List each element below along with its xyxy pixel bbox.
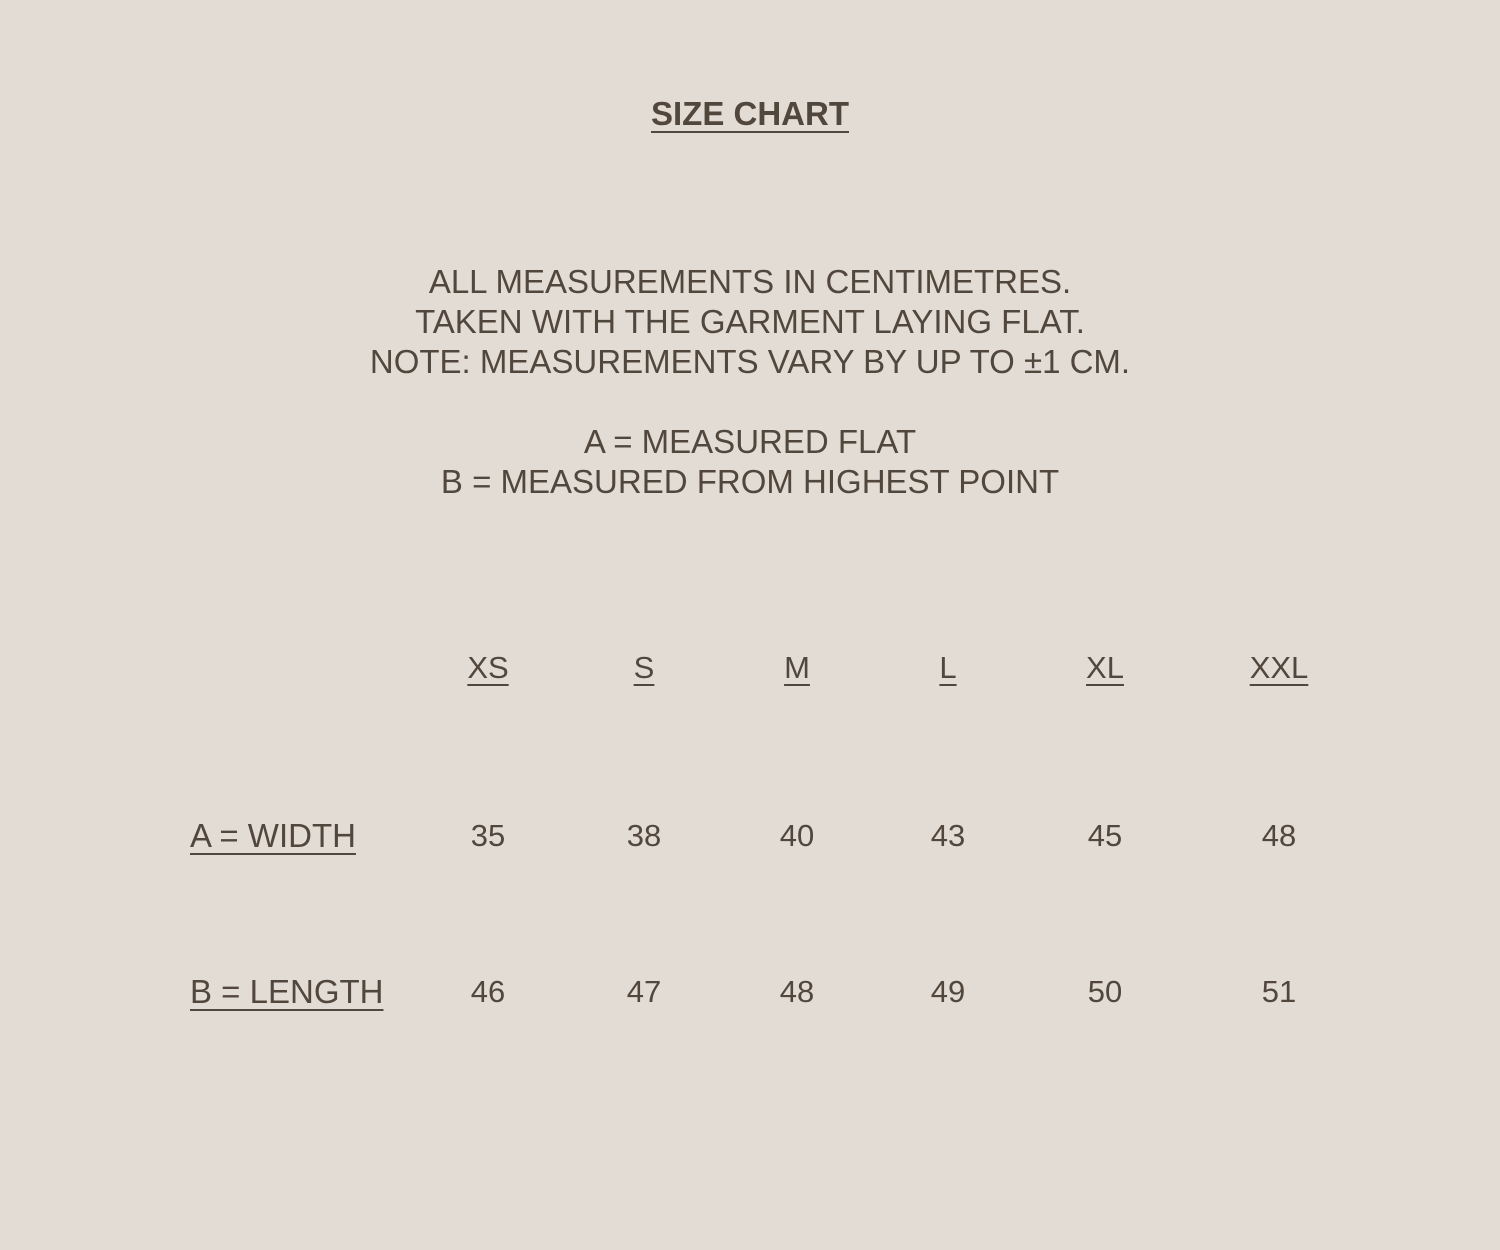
note-line-b-definition: B = MEASURED FROM HIGHEST POINT <box>440 463 1060 500</box>
length-value-xl: 50 <box>1087 974 1123 1009</box>
measurement-notes <box>0 262 1500 502</box>
size-label: L <box>939 650 957 685</box>
size-header-xl <box>1025 648 1185 688</box>
row-label-width: A = WIDTH <box>190 817 356 854</box>
size-header-m <box>717 648 877 688</box>
note-line-a-definition: A = MEASURED FLAT <box>583 423 917 460</box>
width-value-xs: 35 <box>470 818 506 853</box>
width-value-xxl: 48 <box>1261 818 1297 853</box>
row-label-length: B = LENGTH <box>190 973 384 1010</box>
length-value-m: 48 <box>779 974 815 1009</box>
width-value-s: 38 <box>626 818 662 853</box>
size-header-l <box>868 648 1028 688</box>
width-value-xl: 45 <box>1087 818 1123 853</box>
note-line-units: ALL MEASUREMENTS IN CENTIMETRES. <box>428 263 1072 300</box>
size-label: XS <box>467 650 509 685</box>
length-value-xxl: 51 <box>1261 974 1297 1009</box>
note-line-tolerance: NOTE: MEASUREMENTS VARY BY UP TO ±1 CM. <box>369 343 1131 380</box>
page-title: SIZE CHART <box>651 95 849 132</box>
size-label: XL <box>1086 650 1124 685</box>
length-value-l: 49 <box>930 974 966 1009</box>
size-chart-title <box>0 94 1500 134</box>
size-label: M <box>784 650 810 685</box>
note-spacer <box>0 382 1500 422</box>
size-header-xs <box>408 648 568 688</box>
note-line-method: TAKEN WITH THE GARMENT LAYING FLAT. <box>415 303 1085 340</box>
width-value-m: 40 <box>779 818 815 853</box>
size-label: XXL <box>1249 650 1309 685</box>
length-value-xs: 46 <box>470 974 506 1009</box>
width-value-l: 43 <box>930 818 966 853</box>
size-label: S <box>633 650 655 685</box>
size-header-xxl <box>1199 648 1359 688</box>
size-header-s <box>564 648 724 688</box>
length-value-s: 47 <box>626 974 662 1009</box>
